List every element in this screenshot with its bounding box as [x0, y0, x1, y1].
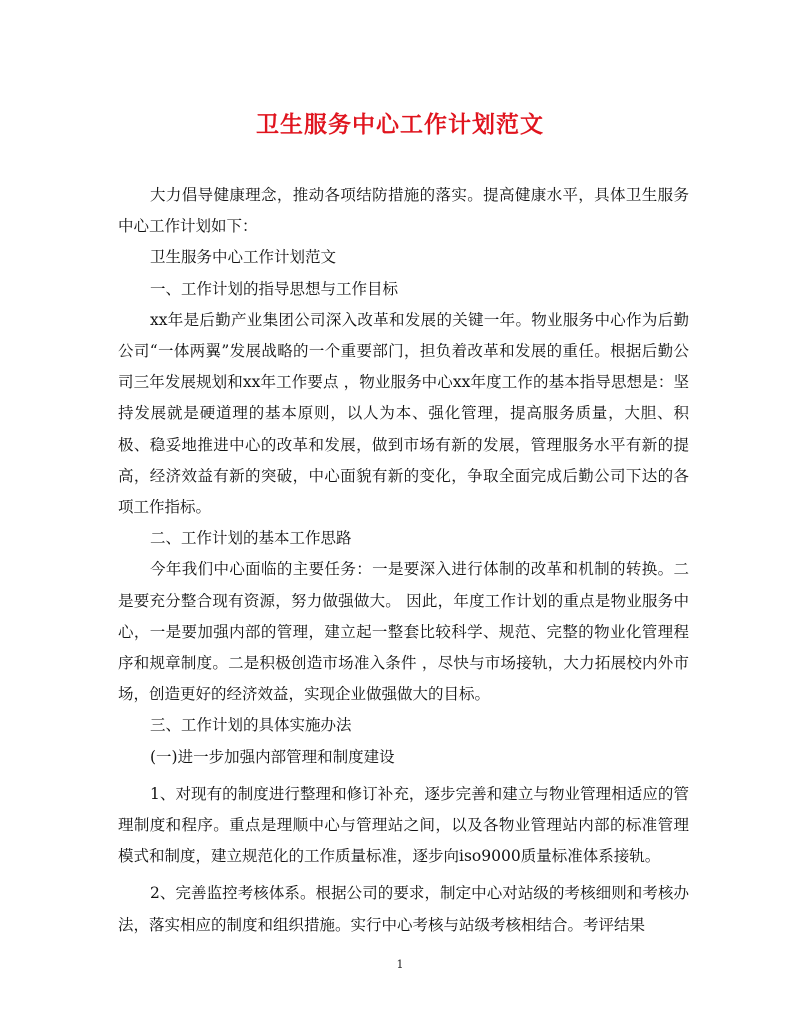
heading-section-2: 二、工作计划的基本工作思路 [150, 529, 352, 548]
paragraph-item-1: 1、对现有的制度进行整理和修订补充，逐步完善和建立与物业管理相适应的管理制度和程序。重点是理顺中心与管理站之间，以及各物业管理站内部的标准管理模式和制度，建立规范化的工作质量标准，逐步向iso9000质量标准体系接轨。 [118, 784, 689, 866]
page-number: 1 [396, 958, 404, 971]
paragraph-intro: 大力倡导健康理念，推动各项结防措施的落实。提高健康水平，具体卫生服务中心工作计划如下： [118, 186, 689, 236]
paragraph-section-1: xx年是后勤产业集团公司深入改革和发展的关键一年。物业服务中心作为后勤公司“一体两翼”发展战略的一个重要部门，担负着改革和发展的重任。根据后勤公司三年发展规划和xx年工作要点 ，物业服务中心xx年度工作的基本指导思想是：坚持发展就是硬道理的基本原则，以人为本、强化管理，提高服务质量，大胆、积极、稳妥地推进中心的改革和发展，做到市场有新的发展，管理服务水平有新的提高，经济效益有新的突破，中心面貌有新的变化，争取全面完成后勤公司下达的各项工作指标。 [118, 310, 689, 517]
document-body [118, 180, 689, 941]
paragraph-subtitle: 卫生服务中心工作计划范文 [150, 248, 337, 267]
subheading-3-1: (一)进一步加强内部管理和制度建设 [150, 747, 395, 766]
paragraph-item-2: 2、完善监控考核体系。根据公司的要求，制定中心对站级的考核细则和考核办法，落实相应的制度和组织措施。实行中心考核与站级考核相结合。考评结果 [118, 884, 689, 934]
heading-section-3: 三、工作计划的具体实施办法 [150, 716, 352, 735]
heading-section-1: 一、工作计划的指导思想与工作目标 [150, 279, 399, 298]
document-title: 卫生服务中心工作计划范文 [256, 111, 544, 138]
paragraph-section-2: 今年我们中心面临的主要任务：一是要深入进行体制的改革和机制的转换。二是要充分整合现有资源，努力做强做大。 因此，年度工作计划的重点是物业服务中心，一是要加强内部的管理，建立起一整套比较科学、规范、完整的物业化管理程序和规章制度。二是积极创造市场准入条件 ，尽快与市场接轨，大力拓展校内外市场，创造更好的经济效益，实现企业做强做大的目标。 [118, 560, 689, 704]
